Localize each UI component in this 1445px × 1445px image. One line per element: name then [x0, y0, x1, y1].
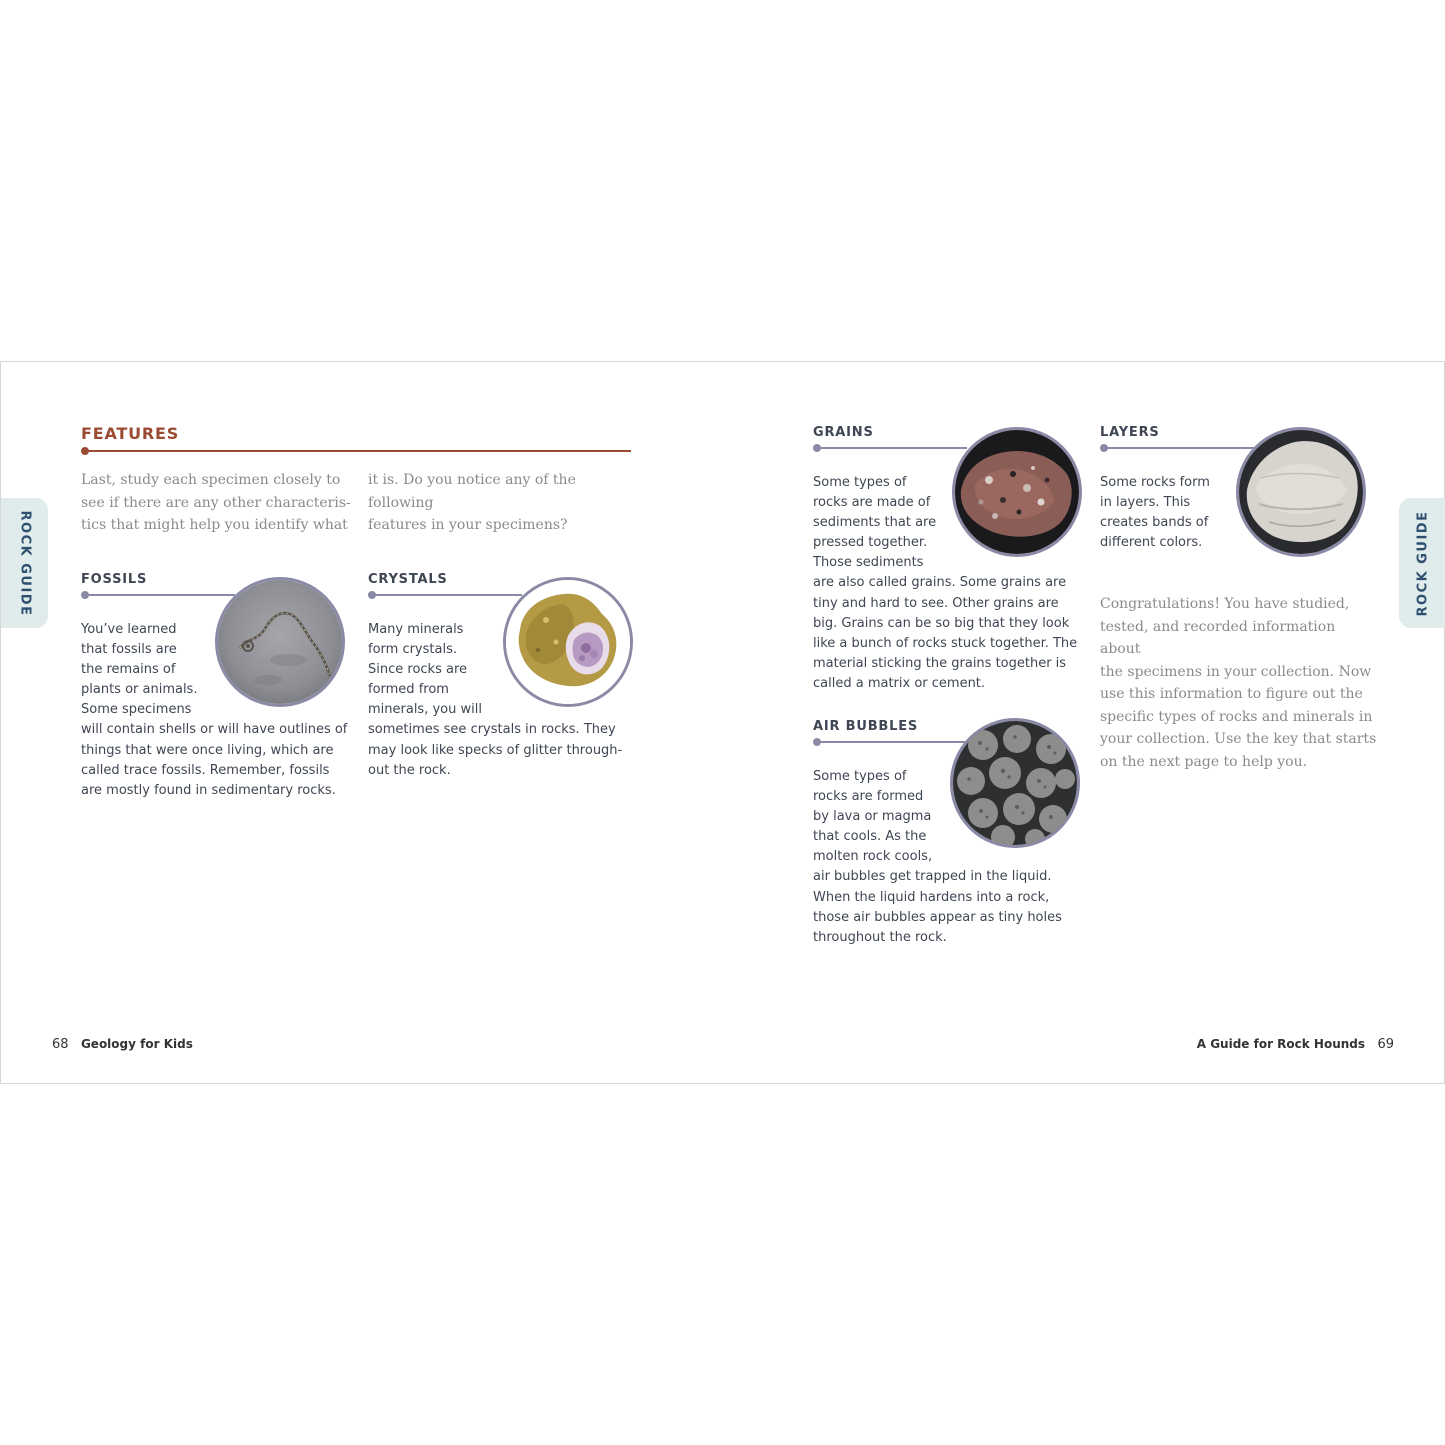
- text-line: features in your specimens?: [368, 517, 568, 533]
- text-line: your collection. Use the key that starts: [1100, 731, 1377, 747]
- text-line: the specimens in your collection. Now: [1100, 663, 1372, 680]
- text-line: called trace fossils. Remember, fossils: [81, 762, 330, 778]
- text-line: air bubbles get trapped in the liquid.: [813, 869, 1052, 885]
- features-intro-col1: [81, 469, 351, 537]
- grains-heading: GRAINS: [813, 425, 874, 440]
- fossils-rule: [85, 594, 235, 596]
- features-heading: FEATURES: [81, 424, 180, 443]
- air-bubbles-body: [813, 767, 1098, 948]
- congrats-paragraph: [1100, 593, 1380, 773]
- crystals-rule: [372, 594, 522, 596]
- air-bubbles-heading: AIR BUBBLES: [813, 719, 919, 734]
- text-line: in layers. This: [1100, 495, 1191, 511]
- text-line: are also called grains. Some grains are: [813, 575, 1067, 591]
- text-line: tics that might help you identify what: [81, 517, 348, 533]
- fossils-body: [81, 620, 361, 801]
- text-line: big. Grains can be so big that they look: [813, 615, 1070, 631]
- text-line: tested, and recorded information about: [1100, 618, 1336, 657]
- text-line: called a matrix or cement.: [813, 675, 986, 691]
- text-line: are mostly found in sedimentary rocks.: [81, 782, 336, 798]
- text-line: sometimes see crystals in rocks. They: [368, 722, 616, 738]
- text-line: rocks are formed: [813, 789, 924, 805]
- layers-body: [1100, 473, 1240, 553]
- text-line: tiny and hard to see. Other grains are: [813, 595, 1059, 611]
- layers-rule: [1104, 447, 1254, 449]
- text-line: Congratulations! You have studied,: [1100, 596, 1350, 612]
- text-line: Some types of: [813, 475, 907, 490]
- text-line: throughout the rock.: [813, 929, 947, 945]
- text-line: things that were once living, which are: [81, 742, 334, 758]
- text-line: pressed together.: [813, 535, 928, 551]
- fossils-heading: FOSSILS: [81, 572, 148, 587]
- running-title-right: A Guide for Rock Hounds: [1196, 1037, 1366, 1051]
- side-tab-left-label: ROCK GUIDE: [17, 510, 32, 616]
- text-line: Many minerals: [368, 622, 464, 637]
- text-line: by lava or magma: [813, 809, 932, 825]
- crystals-heading: CRYSTALS: [368, 572, 448, 587]
- text-line: When the liquid hardens into a rock,: [813, 889, 1050, 905]
- text-line: formed from: [368, 682, 449, 698]
- text-line: You’ve learned: [81, 622, 177, 637]
- text-line: use this information to figure out the: [1100, 686, 1363, 702]
- page-number-right: 69: [1377, 1037, 1394, 1052]
- text-line: Some specimens: [81, 702, 192, 718]
- text-line: form crystals.: [368, 642, 457, 658]
- layers-photo: [1236, 427, 1366, 557]
- text-line: will contain shells or will have outlines of: [81, 722, 348, 738]
- text-line: it is. Do you notice any of the following: [368, 472, 576, 511]
- side-tab-left: [1, 498, 48, 628]
- air-bubbles-rule: [817, 741, 967, 743]
- text-line: Those sediments: [813, 555, 924, 571]
- text-line: Last, study each specimen closely to: [81, 472, 341, 488]
- grains-rule: [817, 447, 967, 449]
- text-line: specific types of rocks and minerals in: [1100, 708, 1373, 725]
- text-line: Some types of: [813, 769, 907, 784]
- text-line: material sticking the grains together is: [813, 655, 1067, 671]
- text-line: may look like specks of glitter through-: [368, 742, 623, 758]
- layered-rock-image: [1239, 430, 1363, 554]
- text-line: molten rock cools,: [813, 849, 933, 865]
- text-line: that fossils are: [81, 642, 177, 658]
- text-line: on the next page to help you.: [1100, 753, 1308, 770]
- text-line: out the rock.: [368, 762, 451, 778]
- text-line: that cools. As the: [813, 829, 927, 845]
- text-line: different colors.: [1100, 535, 1203, 551]
- running-title-left: Geology for Kids: [80, 1037, 193, 1051]
- footer-left: [52, 1037, 193, 1052]
- text-line: like a bunch of rocks stuck together. The: [813, 635, 1078, 651]
- text-line: plants or animals.: [81, 682, 198, 698]
- text-line: minerals, you will: [368, 702, 482, 718]
- book-spread: [0, 361, 1445, 1084]
- text-line: creates bands of: [1100, 515, 1209, 531]
- features-intro-col2: [368, 469, 643, 537]
- grains-body: [813, 473, 1098, 694]
- text-line: Since rocks are: [368, 662, 467, 678]
- features-rule: [85, 450, 631, 452]
- text-line: the remains of: [81, 662, 176, 678]
- layers-heading: LAYERS: [1100, 425, 1160, 440]
- side-tab-right: [1399, 498, 1445, 628]
- text-line: those air bubbles appear as tiny holes: [813, 909, 1062, 925]
- side-tab-right-label: ROCK GUIDE: [1415, 510, 1430, 616]
- crystals-body: [368, 620, 648, 781]
- footer-right: [1197, 1037, 1394, 1052]
- text-line: sediments that are: [813, 515, 937, 531]
- text-line: Some rocks form: [1100, 475, 1210, 490]
- text-line: rocks are made of: [813, 495, 931, 511]
- page-number-left: 68: [52, 1037, 69, 1052]
- text-line: see if there are any other characteris-: [81, 494, 351, 511]
